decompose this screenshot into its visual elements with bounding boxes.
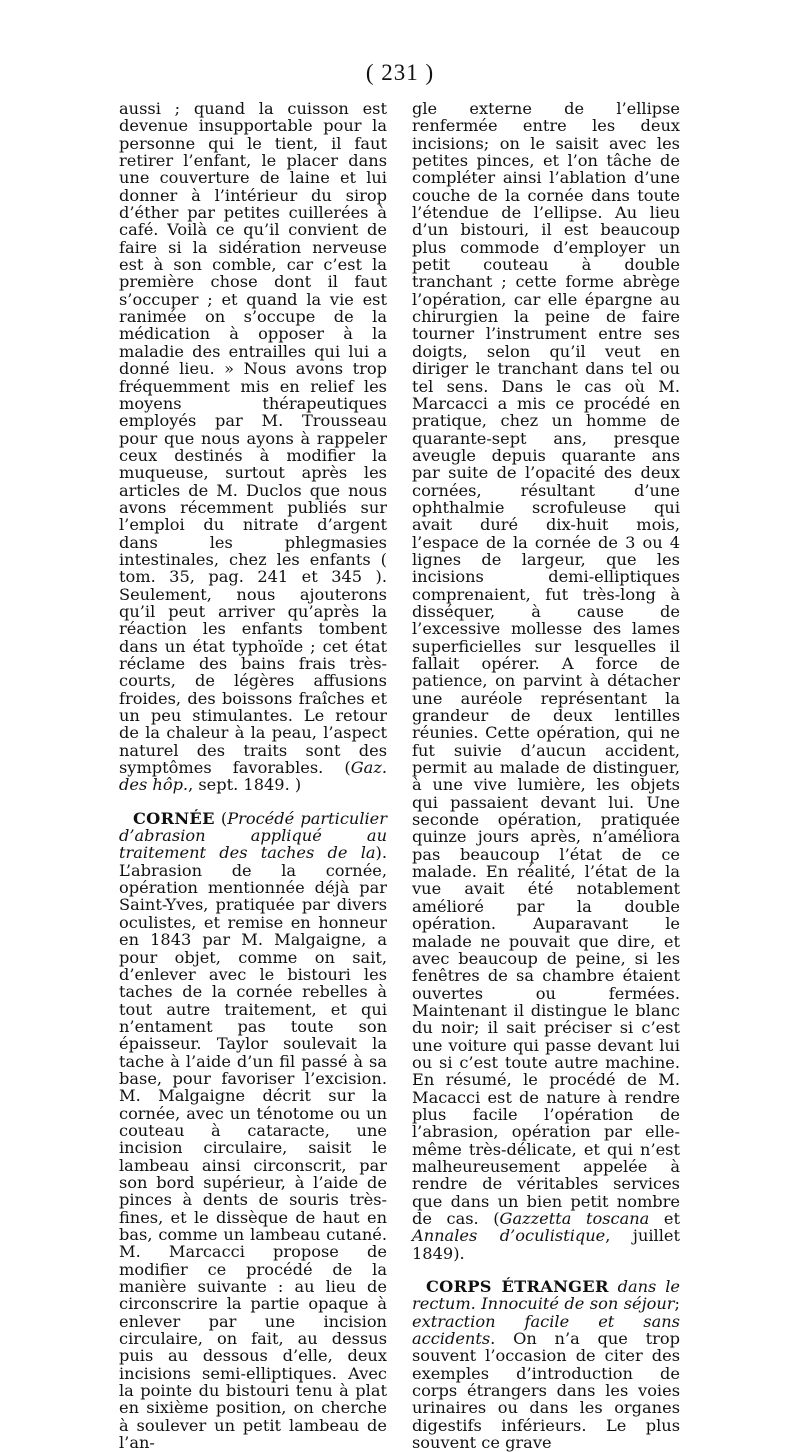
- left-column: [119, 100, 387, 1451]
- continued-paragraph: aussi ; quand la cuisson est devenue insupportable pour la personne qui le tient, il faut retirer l’enfant, le placer dans une couverture de laine et lui donner à l’intérieur du sirop d’éther par petites cuillerées à café. Voilà ce qu’il convient de faire si la sidération nerveuse est à son comble, car c’est la première chose dont il faut s’occuper ; et quand la vie est ranimée on s’occupe de la médication à opposer à la maladie des entrailles qui lui a donné lieu. » Nous avons trop fréquemment mis en relief les moyens thérapeutiques employés par M. Trousseau pour que nous ayons à rappeler ceux destinés à modifier la muqueuse, surtout après les articles de M. Duclos que nous avons récemment publiés sur l’emploi du nitrate d’argent dans les phlegmasies intestinales, chez les enfants ( tom. 35, pag. 241 et 345 ). Seulement, nous ajouterons qu’il peut arriver qu’après la réaction les enfants tombent dans un état typhoïde ; cet état réclame des bains frais très-courts, de légères affusions froides, des boissons fraîches et un peu stimulantes. Le retour de la chaleur à la peau, l’aspect naturel des traits sont des symptômes favorables. (Gaz. des hôp., sept. 1849. ): [119, 99, 387, 795]
- page-number: ( 231 ): [365, 60, 435, 85]
- source-citation: Gaz. des hôp.: [119, 758, 387, 795]
- article-body: On n’a que trop souvent l’occasion de citer des exemples d’introduction de corps étrangers dans les voies urinaires ou dans les organes digestifs inférieurs. Le plus souvent ce grave: [412, 1329, 680, 1452]
- article-body: L’abrasion de la cornée, opération mentionnée déjà par Saint-Yves, pratiquée par divers oculistes, et remise en honneur en 1843 par M. Malgaigne, a pour objet, comme on sait, d’enlever avec le bistouri les taches de la cornée rebelles à tout autre traitement, et qui n’entament pas toute son épaisseur. Taylor soulevait la tache à l’aide d’un fil passé à sa base, pour favoriser l’excision. M. Malgaigne décrit sur la cornée, avec un ténotome ou un couteau à cataracte, une incision circulaire, saisit le lambeau ainsi circonscrit, par son bord supérieur, à l’aide de pinces à dents de souris très-fines, et le dissèque de haut en bas, comme un lambeau cutané. M. Marcacci propose de modifier ce procédé de la manière suivante : au lieu de circonscrire la partie opaque à enlever par une incision circulaire, on fait, au dessus puis au dessous d’elle, deux incisions semi-elliptiques. Avec la pointe du bistouri tenu à plat en sixième position, on cherche à soulever un petit lambeau de l’an-: [119, 860, 387, 1452]
- article-heading: CORNÉE: [133, 808, 215, 828]
- article-subtitle: dans le rectum. Innocuité de son séjour: [412, 1277, 680, 1314]
- right-column: [412, 100, 680, 1451]
- source-citation: Annales d’oculistique: [412, 1226, 606, 1246]
- article-heading: CORPS ÉTRANGER: [426, 1277, 609, 1297]
- continued-paragraph: gle externe de l’ellipse renfermée entre les deux incisions; on le saisit avec les petites pinces, et l’on tâche de compléter ainsi l’ablation d’une couche de la cornée dans toute l’étendue de l’ellipse. Au lieu d’un bistouri, il est beaucoup plus commode d’employer un petit couteau à double tranchant ; cette forme abrège l’opération, car elle épargne au chirurgien la peine de faire tourner l’instrument entre ses doigts, selon qu’il veut en diriger le tranchant dans tel ou tel sens. Dans le cas où M. Marcacci a mis ce procédé en pratique, chez un homme de quarante-sept ans, presque aveugle depuis quarante ans par suite de l’opacité des deux cornées, résultant d’une ophthalmie scrofuleuse qui avait duré dix-huit mois, l’espace de la cornée de 3 ou 4 lignes de largeur, que les incisions demi-elliptiques comprenaient, fut très-long à disséquer, à cause de l’excessive mollesse des lames superficielles sur lesquelles il fallait opérer. A force de patience, on parvint à détacher une auréole représentant la grandeur de deux lentilles réunies. Cette opération, qui ne fut suivie d’aucun accident, permit au malade de distinguer, à une vive lumière, les objets qui passaient devant lui. Une seconde opération, pratiquée quinze jours après, n’améliora pas beaucoup l’état de ce malade. En réalité, l’état de la vue avait été notablement amélioré par la double opération. Auparavant le malade ne pouvait que dire, et avec beaucoup de peine, si les fenêtres de sa chambre étaient ouvertes ou fermées. Maintenant il distingue le blanc du noir; il sait préciser si c’est une voiture qui passe devant lui ou si c’est toute autre machine. En résumé, le procédé de M. Macacci est de nature à rendre plus facile l’opération de l’abrasion, opération par elle-même très-délicate, et qui n’est malheureusement appelée à rendre de véritables services que dans un bien petit nombre de cas. (Gazzetta toscana et Annales d’oculistique, juillet 1849).: [412, 99, 680, 1263]
- source-citation: Gazzetta toscana: [499, 1209, 650, 1228]
- article-corps-etranger: CORPS ÉTRANGER dans le rectum. Innocuité de son séjour; extraction facile et sans accidents. On n’a que trop souvent l’occasion de citer des exemples d’introduction de corps étrangers dans les voies urinaires ou dans les organes digestifs inférieurs. Le plus souvent ce grave: [412, 1277, 680, 1452]
- article-cornee: CORNÉE (Procédé particulier d’abrasion appliqué au traitement des taches de la). L’abrasion de la cornée, opération mentionnée déjà par Saint-Yves, pratiquée par divers oculistes, et remise en honneur en 1843 par M. Malgaigne, a pour objet, comme on sait, d’enlever avec le bistouri les taches de la cornée rebelles à tout autre traitement, et qui n’entament pas toute son épaisseur. Taylor soulevait la tache à l’aide d’un fil passé à sa base, pour favoriser l’excision. M. Malgaigne décrit sur la cornée, avec un ténotome ou un couteau à cataracte, une incision circulaire, saisit le lambeau ainsi circonscrit, par son bord supérieur, à l’aide de pinces à dents de souris très-fines, et le dissèque de haut en bas, comme un lambeau cutané. M. Marcacci propose de modifier ce procédé de la manière suivante : au lieu de circonscrire la partie opaque à enlever par une incision circulaire, on fait, au dessus puis au dessous d’elle, deux incisions semi-elliptiques. Avec la pointe du bistouri tenu à plat en sixième position, on cherche à soulever un petit lambeau de l’an-: [119, 808, 387, 1452]
- article-subtitle: extraction facile et sans accidents: [412, 1311, 680, 1349]
- article-subtitle: Procédé particulier d’abrasion appliqué au traitement des taches de la: [119, 808, 387, 863]
